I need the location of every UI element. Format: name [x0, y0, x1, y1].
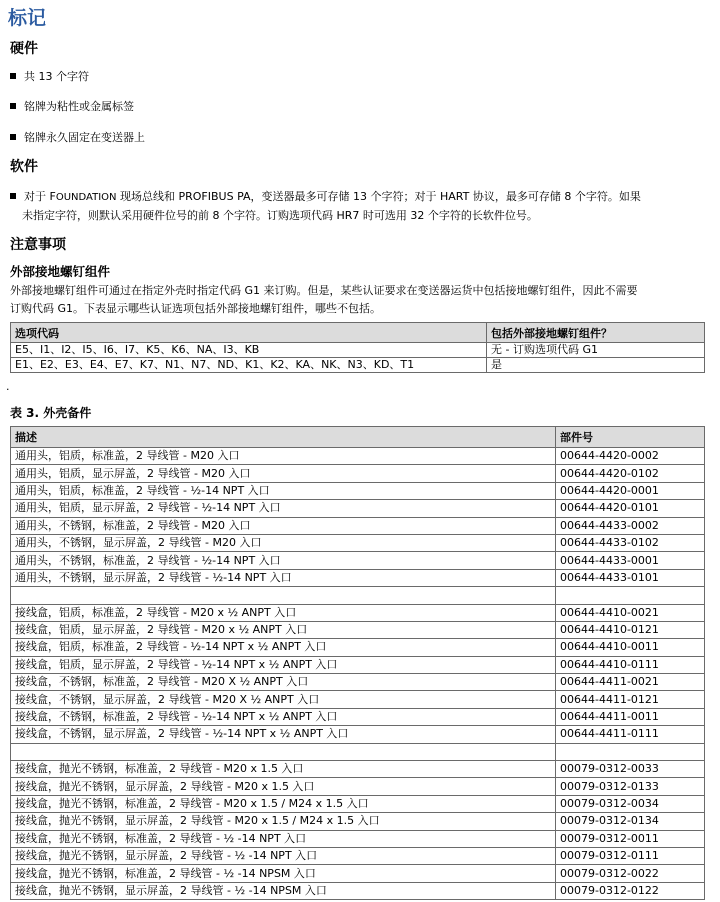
approval-options-table	[10, 322, 705, 373]
bullet-square-icon	[10, 134, 16, 140]
table-cell: 通用头，不锈钢，标准盖，2 导线管 - M20 入口	[11, 517, 556, 534]
table-header-row	[11, 427, 705, 448]
table-row	[11, 552, 705, 569]
table-cell: 接线盒，铝质，标准盖，2 导线管 - M20 x ½ ANPT 入口	[11, 604, 556, 621]
table-cell: 接线盒，抛光不锈钢，显示屏盖，2 导线管 - M20 x 1.5 入口	[11, 778, 556, 795]
table-cell: 00644-4433-0102	[556, 534, 705, 551]
table-row	[11, 847, 705, 864]
table-row	[11, 448, 705, 465]
table-cell: 接线盒，抛光不锈钢，显示屏盖，2 导线管 - ½ -14 NPSM 入口	[11, 882, 556, 899]
table-cell: 接线盒，铝质，显示屏盖，2 导线管 - M20 x ½ ANPT 入口	[11, 621, 556, 638]
stray-dot: .	[6, 380, 10, 393]
table-cell: 接线盒，抛光不锈钢，显示屏盖，2 导线管 - M20 x 1.5 / M24 x 1.5 入口	[11, 813, 556, 830]
table-row	[11, 882, 705, 899]
table-cell	[556, 743, 705, 760]
table-cell	[11, 587, 556, 604]
table-row	[11, 656, 705, 673]
table-cell: 通用头，铝质，显示屏盖，2 导线管 - M20 入口	[11, 465, 556, 482]
table-cell: 接线盒，抛光不锈钢，标准盖，2 导线管 - M20 x 1.5 / M24 x 1.5 入口	[11, 795, 556, 812]
hardware-bullet: 共 13 个字符	[10, 68, 89, 86]
column-header: 描述	[11, 427, 556, 448]
table-cell: 接线盒，不锈钢，显示屏盖，2 导线管 - ½-14 NPT x ½ ANPT 入口	[11, 726, 556, 743]
table-cell: 接线盒，抛光不锈钢，标准盖，2 导线管 - ½ -14 NPSM 入口	[11, 865, 556, 882]
table-row	[11, 517, 705, 534]
table-cell: 00644-4433-0002	[556, 517, 705, 534]
page-heading: 标记	[8, 7, 47, 29]
table-row	[11, 482, 705, 499]
table-cell: 通用头，不锈钢，标准盖，2 导线管 - ½-14 NPT 入口	[11, 552, 556, 569]
table-header-row	[11, 323, 705, 343]
table-cell: 通用头，不锈钢，显示屏盖，2 导线管 - ½-14 NPT 入口	[11, 569, 556, 586]
table-cell: 00644-4420-0001	[556, 482, 705, 499]
table-row	[11, 743, 705, 760]
table-cell: E5、I1、I2、I5、I6、I7、K5、K6、NA、I3、KB	[11, 343, 487, 358]
hardware-bullet: 铭牌为粘性或金属标签	[10, 98, 134, 116]
table-cell: 00644-4420-0002	[556, 448, 705, 465]
table-cell: 00079-0312-0034	[556, 795, 705, 812]
table-cell: 接线盒，抛光不锈钢，标准盖，2 导线管 - M20 x 1.5 入口	[11, 761, 556, 778]
table-cell: 00644-4433-0101	[556, 569, 705, 586]
table-row	[11, 621, 705, 638]
table-caption: 表 3. 外壳备件	[10, 406, 92, 420]
software-heading: 软件	[10, 159, 38, 175]
table-cell: 通用头，铝质，标准盖，2 导线管 - ½-14 NPT 入口	[11, 482, 556, 499]
table-row	[11, 674, 705, 691]
column-header: 选项代码	[11, 323, 487, 343]
table-cell: 00079-0312-0022	[556, 865, 705, 882]
table-cell: 00079-0312-0011	[556, 830, 705, 847]
table-row	[11, 726, 705, 743]
table-cell: 通用头，铝质，标准盖，2 导线管 - M20 入口	[11, 448, 556, 465]
table-cell: 通用头，铝质，显示屏盖，2 导线管 - ½-14 NPT 入口	[11, 500, 556, 517]
table-cell: 00079-0312-0111	[556, 847, 705, 864]
column-header: 包括外部接地螺钉组件？	[487, 323, 705, 343]
hardware-heading: 硬件	[10, 41, 38, 57]
table-row	[11, 358, 705, 373]
table-row	[11, 778, 705, 795]
table-cell: 00644-4410-0021	[556, 604, 705, 621]
table-cell: 00644-4411-0111	[556, 726, 705, 743]
table-row	[11, 813, 705, 830]
grounding-subheading: 外部接地螺钉组件	[10, 264, 111, 279]
table-cell: 接线盒，不锈钢，标准盖，2 导线管 - M20 X ½ ANPT 入口	[11, 674, 556, 691]
table-row	[11, 708, 705, 725]
table-cell: 接线盒，不锈钢，标准盖，2 导线管 - ½-14 NPT x ½ ANPT 入口	[11, 708, 556, 725]
table-cell: 00079-0312-0133	[556, 778, 705, 795]
table-row	[11, 587, 705, 604]
notes-heading: 注意事项	[10, 237, 66, 253]
table-cell: 无 - 订购选项代码 G1	[487, 343, 705, 358]
table-cell: 接线盒，铝质，显示屏盖，2 导线管 - ½-14 NPT x ½ ANPT 入口	[11, 656, 556, 673]
table-row	[11, 639, 705, 656]
table-cell	[556, 587, 705, 604]
table-row	[11, 795, 705, 812]
table-cell: 接线盒，抛光不锈钢，显示屏盖，2 导线管 - ½ -14 NPT 入口	[11, 847, 556, 864]
table-cell: 00644-4411-0121	[556, 691, 705, 708]
table-cell: 通用头，不锈钢，显示屏盖，2 导线管 - M20 入口	[11, 534, 556, 551]
table-cell: 接线盒，不锈钢，显示屏盖，2 导线管 - M20 X ½ ANPT 入口	[11, 691, 556, 708]
table-row	[11, 465, 705, 482]
column-header: 部件号	[556, 427, 705, 448]
hardware-bullet: 铭牌永久固定在变送器上	[10, 129, 145, 147]
table-cell: 是	[487, 358, 705, 373]
table-cell: 00644-4420-0102	[556, 465, 705, 482]
grounding-paragraph: 外部接地螺钉组件可通过在指定外壳时指定代码 G1 来订购。但是，某些认证要求在变送器运货中包括接地螺钉组件，因此不需要 订购代码 G1。下表显示哪些认证选项包括外部接地螺钉组件，哪些不包括。	[10, 284, 638, 315]
table-cell	[11, 743, 556, 760]
table-row	[11, 761, 705, 778]
table-cell: 00644-4433-0001	[556, 552, 705, 569]
table-row	[11, 865, 705, 882]
table-cell: 00644-4411-0011	[556, 708, 705, 725]
table-row	[11, 534, 705, 551]
bullet-square-icon	[10, 103, 16, 109]
table-row	[11, 604, 705, 621]
table-row	[11, 343, 705, 358]
software-bullet: 对于 FOUNDATION 现场总线和 PROFIBUS PA，变送器最多可存储 13 个字符；对于 HART 协议，最多可存储 8 个字符。如果 未指定字符，则默认采用硬件位号的前 8 个字符。订购选项代码 HR7 时可选用 32 个字符的长软件位号。	[10, 188, 710, 225]
table-row	[11, 569, 705, 586]
table-cell: 00079-0312-0033	[556, 761, 705, 778]
table-cell: 00644-4410-0121	[556, 621, 705, 638]
bullet-square-icon	[10, 193, 16, 199]
table-cell: E1、E2、E3、E4、E7、K7、N1、N7、ND、K1、K2、KA、NK、N3、KD、T1	[11, 358, 487, 373]
bullet-square-icon	[10, 73, 16, 79]
housing-spares-table	[10, 426, 705, 900]
table-cell: 00644-4410-0011	[556, 639, 705, 656]
table-cell: 接线盒，抛光不锈钢，标准盖，2 导线管 - ½ -14 NPT 入口	[11, 830, 556, 847]
table-cell: 接线盒，铝质，标准盖，2 导线管 - ½-14 NPT x ½ ANPT 入口	[11, 639, 556, 656]
table-row	[11, 830, 705, 847]
table-cell: 00644-4410-0111	[556, 656, 705, 673]
table-cell: 00644-4420-0101	[556, 500, 705, 517]
table-cell: 00079-0312-0122	[556, 882, 705, 899]
table-cell: 00644-4411-0021	[556, 674, 705, 691]
table-row	[11, 691, 705, 708]
table-cell: 00079-0312-0134	[556, 813, 705, 830]
table-row	[11, 500, 705, 517]
